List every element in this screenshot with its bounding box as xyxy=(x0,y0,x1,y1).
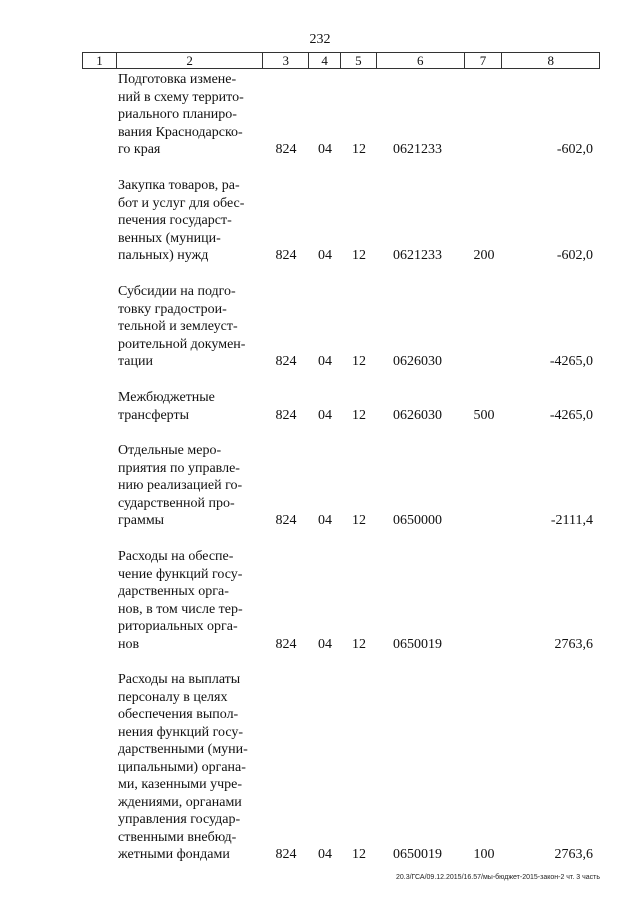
cell-col-7: 500 xyxy=(473,407,495,423)
cell-col-8: -4265,0 xyxy=(549,407,593,423)
cell-col-7: 200 xyxy=(473,248,495,263)
row-description: Расходы на выплаты персоналу в целях обеспечения выпол- нения функций госу- дарственными (муни- ципальными) органа- ми, казенными учре- ждениями, органами управления государ- ственными внебюд- жетными фондами xyxy=(118,672,248,862)
header-col-4: 4 xyxy=(309,53,341,68)
header-col-5: 5 xyxy=(341,53,377,68)
cell-col-3: 824 xyxy=(275,407,297,423)
cell-col-5: 12 xyxy=(352,847,366,862)
cell-col-3: 824 xyxy=(275,847,297,862)
table-header-row xyxy=(82,52,600,69)
cell-col-3: 824 xyxy=(275,636,297,652)
cell-col-5: 12 xyxy=(352,354,366,369)
cell-col-5: 12 xyxy=(352,248,366,263)
cell-col-6: 0650019 xyxy=(393,636,442,652)
row-description: Субсидии на подго- товку градострои- тельной и землеуст- роительной докумен- тации xyxy=(118,284,246,369)
cell-col-6: 0650019 xyxy=(393,847,442,862)
cell-col-4: 04 xyxy=(318,354,332,369)
cell-col-4: 04 xyxy=(318,513,332,528)
row-description: Отдельные меро- приятия по управле- нию реализацией го- сударственной про- граммы xyxy=(118,443,243,528)
cell-col-4: 04 xyxy=(318,407,332,423)
header-col-3: 3 xyxy=(263,53,309,68)
cell-col-6: 0626030 xyxy=(393,354,442,369)
row-description: Закупка товаров, ра- бот и услуг для обес- печения государст- венных (муници- пальных) нужд xyxy=(118,178,245,263)
cell-col-3: 824 xyxy=(275,248,297,263)
footer-file-path: 20.3/ГСА/09.12.2015/16.57/мы-бюджет-2015-закон-2 чт. 3 часть xyxy=(395,874,600,881)
header-col-2: 2 xyxy=(117,53,263,68)
cell-col-8: -602,0 xyxy=(556,248,593,263)
header-col-1: 1 xyxy=(83,53,117,68)
row-description: Расходы на обеспе- чение функций госу- дарственных орга- нов, в том числе тер- риториальных орга- нов xyxy=(118,549,243,652)
cell-col-5: 12 xyxy=(352,407,366,423)
cell-col-8: 2763,6 xyxy=(554,847,593,862)
cell-col-7: 100 xyxy=(473,847,495,862)
cell-col-4: 04 xyxy=(318,847,332,862)
row-description: Межбюджетные трансферты xyxy=(118,390,215,423)
cell-col-3: 824 xyxy=(275,513,297,528)
cell-col-8: -4265,0 xyxy=(549,354,593,369)
cell-col-6: 0621233 xyxy=(393,248,442,263)
cell-col-3: 824 xyxy=(275,142,297,157)
cell-col-5: 12 xyxy=(352,636,366,652)
cell-col-6: 0621233 xyxy=(393,142,442,157)
cell-col-3: 824 xyxy=(275,354,297,369)
cell-col-4: 04 xyxy=(318,142,332,157)
cell-col-6: 0626030 xyxy=(393,407,442,423)
header-col-8: 8 xyxy=(547,53,554,68)
cell-col-8: -602,0 xyxy=(556,142,593,157)
header-col-7: 7 xyxy=(465,53,503,68)
cell-col-6: 0650000 xyxy=(393,513,442,528)
cell-col-5: 12 xyxy=(352,142,366,157)
cell-col-4: 04 xyxy=(318,248,332,263)
page-number: 232 xyxy=(309,32,331,47)
cell-col-5: 12 xyxy=(352,513,366,528)
cell-col-8: -2111,4 xyxy=(550,513,593,528)
cell-col-8: 2763,6 xyxy=(554,636,593,652)
header-col-6: 6 xyxy=(377,53,465,68)
cell-col-4: 04 xyxy=(318,636,332,652)
row-description: Подготовка измене- ний в схему террито- риального планиро- вания Краснодарско- го края xyxy=(118,72,244,157)
